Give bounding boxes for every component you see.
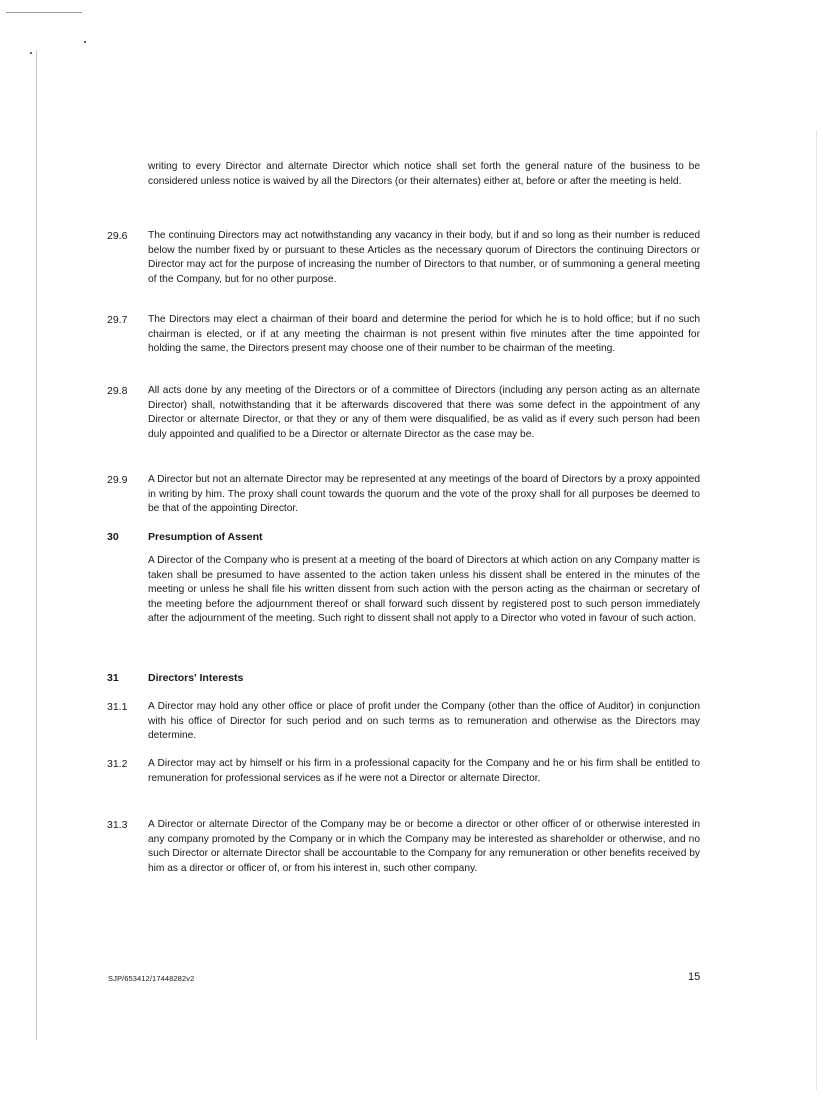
section-heading-directors-interests: Directors' Interests bbox=[148, 672, 244, 684]
clause-text-31-2: A Director may act by himself or his firm in a professional capacity for the Company and he or his firm shall be entitled to remuneration for professional services as if he were not a Director or alternate Director. bbox=[148, 758, 700, 784]
clause-text-29-6: The continuing Directors may act notwithstanding any vacancy in their body, but if and so long as their number is reduced below the number fixed by or pursuant to these Articles as the necessary quorum of Directors the continuing Directors or Director may act for the purpose of increasing the number of Directors to that number, or of summoning a general meeting of the Company, but for no other purpose. bbox=[148, 230, 700, 285]
intro-paragraph: writing to every Director and alternate Director which notice shall set forth the general nature of the business to be considered unless notice is waived by all the Directors (or their alternates) either at, before or after the meeting is held. bbox=[148, 161, 700, 187]
section-number-30: 30 bbox=[107, 531, 119, 543]
clause-number-29-8: 29.8 bbox=[107, 385, 128, 397]
clause-text-29-9: A Director but not an alternate Director may be represented at any meetings of the board of Directors by a proxy appointed in writing by him. The proxy shall count towards the quorum and the vote of the proxy shall for all purposes be deemed to be that of the appointing Director. bbox=[148, 474, 700, 514]
page-number: 15 bbox=[688, 971, 701, 983]
section-number-31: 31 bbox=[107, 672, 119, 684]
section-heading-presumption-of-assent: Presumption of Assent bbox=[148, 531, 263, 543]
clause-number-31-1: 31.1 bbox=[107, 701, 128, 713]
clause-number-29-9: 29.9 bbox=[107, 474, 128, 486]
clause-text-31-3: A Director or alternate Director of the Company may be or become a director or other officer of or otherwise interested in any company promoted by the Company or in which the Company may be interested as shareholder or otherwise, and no such Director or alternate Director shall be accountable to the Company for any remuneration or other benefits received by him as a director or officer of, or from his interest in, such other company. bbox=[148, 819, 700, 874]
clause-number-31-2: 31.2 bbox=[107, 758, 128, 770]
clause-number-31-3: 31.3 bbox=[107, 819, 128, 831]
section-text-30: A Director of the Company who is present at a meeting of the board of Directors at which action on any Company matter is taken shall be presumed to have assented to the action taken unless his dissent shall be entered in the minutes of the meeting or unless he shall file his written dissent from such action with the person acting as the chairman or secretary of the meeting before the adjournment thereof or shall forward such dissent by registered post to such person immediately after the adjournment of the meeting. Such right to dissent shall not apply to a Director who voted in favour of such action. bbox=[148, 555, 700, 624]
clause-text-29-8: All acts done by any meeting of the Directors or of a committee of Directors (including any person acting as an alternate Director) shall, notwithstanding that it be afterwards discovered that there was some defect in the appointment of any Director or alternate Director, or that they or any of them were disqualified, be as valid as if every such person had been duly appointed and qualified to be a Director or alternate Director as the case may be. bbox=[148, 385, 700, 440]
document-reference: SJP/653412/17448282v2 bbox=[108, 974, 195, 983]
clause-number-29-6: 29.6 bbox=[107, 230, 128, 242]
clause-text-29-7: The Directors may elect a chairman of their board and determine the period for which he is to hold office; but if no such chairman is elected, or if at any meeting the chairman is not present within five minutes after the time appointed for holding the same, the Directors present may choose one of their number to be chairman of the meeting. bbox=[148, 314, 700, 354]
clause-number-29-7: 29.7 bbox=[107, 314, 128, 326]
clause-text-31-1: A Director may hold any other office or place of profit under the Company (other than the office of Auditor) in conjunction with his office of Director for such period and on such terms as to remuneration and otherwise as the Directors may determine. bbox=[148, 701, 700, 741]
